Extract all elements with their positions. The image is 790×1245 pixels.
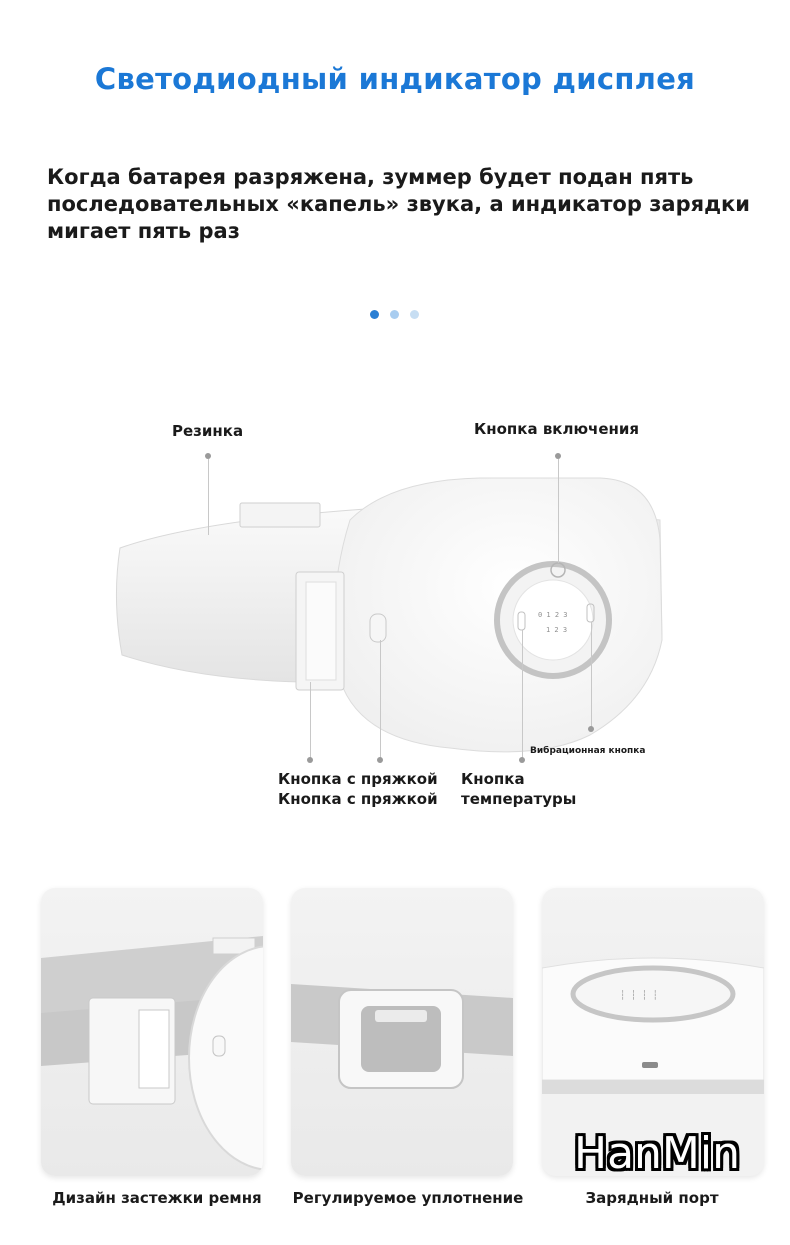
- leader-temperature: [522, 630, 523, 758]
- leader-strap: [208, 459, 209, 535]
- adjustment-closeup-image: [291, 888, 513, 1176]
- caption-buckle-design: Дизайн застежки ремня: [52, 1189, 262, 1207]
- label-temperature-1: Кнопка: [461, 770, 525, 788]
- carousel-dot-active[interactable]: [370, 310, 379, 319]
- caption-charging-port: Зарядный порт: [585, 1189, 719, 1207]
- feature-card-buckle: [41, 888, 263, 1176]
- pin-vibration: [588, 726, 594, 732]
- feature-card-tightness: [291, 888, 513, 1176]
- pin-buckle: [307, 757, 313, 763]
- pin-side-button: [377, 757, 383, 763]
- label-power-button: Кнопка включения: [474, 420, 640, 438]
- section-title: Светодиодный индикатор дисплея: [94, 62, 696, 96]
- panel-digits-row1: 0 1 2 3: [538, 611, 568, 619]
- caption-adjustable-seal: Регулируемое уплотнение: [292, 1189, 524, 1207]
- leader-power-button: [558, 459, 559, 563]
- side-button: [370, 614, 386, 642]
- carousel-dot[interactable]: [390, 310, 399, 319]
- svg-text:┆ ┆ ┆ ┆: ┆ ┆ ┆ ┆: [620, 991, 658, 1001]
- leader-side-button: [380, 640, 381, 758]
- label-strap: Резинка: [172, 422, 244, 440]
- buckle-top: [240, 503, 320, 527]
- label-buckle-1: Кнопка с пряжкой: [278, 770, 438, 788]
- brand-watermark: HanMin: [574, 1128, 741, 1179]
- product-diagram: [100, 460, 690, 760]
- buckle-closeup-image: [41, 888, 263, 1176]
- panel-digits-row2: 1 2 3: [546, 626, 568, 634]
- label-temperature-2: температуры: [461, 790, 577, 808]
- carousel-dot[interactable]: [410, 310, 419, 319]
- leader-buckle: [310, 682, 311, 758]
- pin-temperature: [519, 757, 525, 763]
- label-buckle-2: Кнопка с пряжкой: [278, 790, 438, 808]
- leader-vibration: [591, 622, 592, 728]
- section-description: Когда батарея разряжена, зуммер будет подан пять последовательных «капель» звука, а индикатор зарядки мигает пять раз: [47, 165, 751, 243]
- label-vibration: Вибрационная кнопка: [530, 746, 646, 756]
